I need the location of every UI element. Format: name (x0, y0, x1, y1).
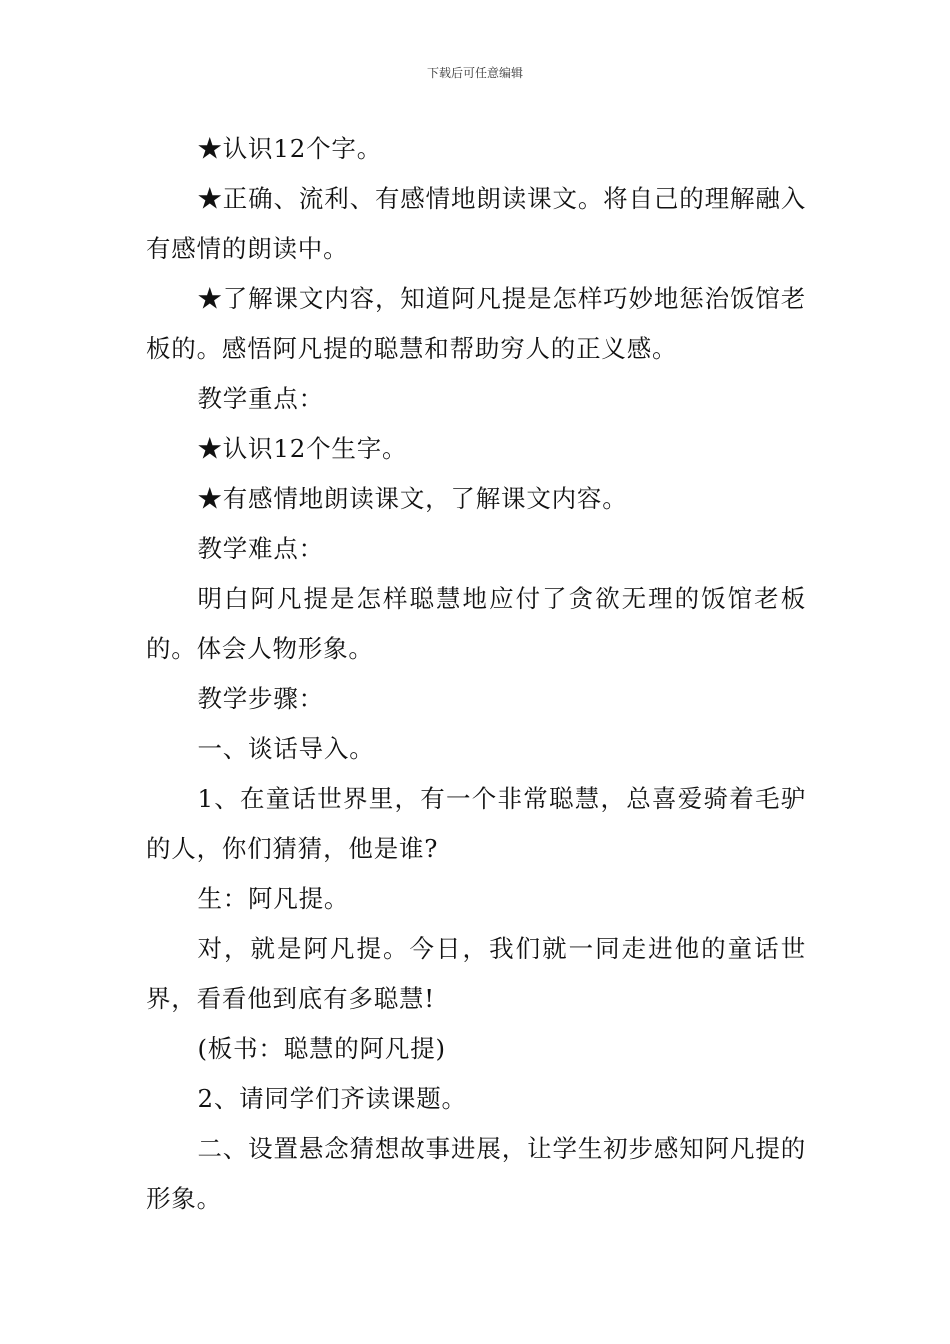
section-heading: 教学步骤： (197, 684, 324, 713)
paragraph: 明白阿凡提是怎样聪慧地应付了贪欲无理的饭馆老板的。体会人物形象。 (146, 584, 806, 663)
paragraph: 二、设置悬念猜想故事进展，让学生初步感知阿凡提的形象。 (146, 1134, 806, 1213)
paragraph: 1、在童话世界里，有一个非常聪慧，总喜爱骑着毛驴的人，你们猜猜，他是谁? (146, 784, 806, 863)
paragraph: ★有感情地朗读课文，了解课文内容。 (197, 484, 628, 513)
paragraph: ★认识12个字。 (197, 134, 383, 163)
section-heading: 教学重点： (197, 384, 324, 413)
page-header: 下载后可任意编辑 (426, 66, 523, 80)
paragraph: 生：阿凡提。 (197, 884, 350, 913)
paragraph: ★了解课文内容，知道阿凡提是怎样巧妙地惩治饭馆老板的。感悟阿凡提的聪慧和帮助穷人的正义感。 (146, 284, 806, 363)
paragraph: 2、请同学们齐读课题。 (197, 1084, 467, 1113)
section-heading: 教学难点： (197, 534, 324, 563)
paragraph: (板书：聪慧的阿凡提) (197, 1034, 446, 1063)
document-body (146, 124, 806, 1224)
paragraph: 一、谈话导入。 (197, 734, 375, 763)
paragraph: ★正确、流利、有感情地朗读课文。将自己的理解融入有感情的朗读中。 (146, 184, 806, 263)
paragraph: 对，就是阿凡提。今日，我们就一同走进他的童话世界，看看他到底有多聪慧! (146, 934, 806, 1013)
paragraph: ★认识12个生字。 (197, 434, 408, 463)
